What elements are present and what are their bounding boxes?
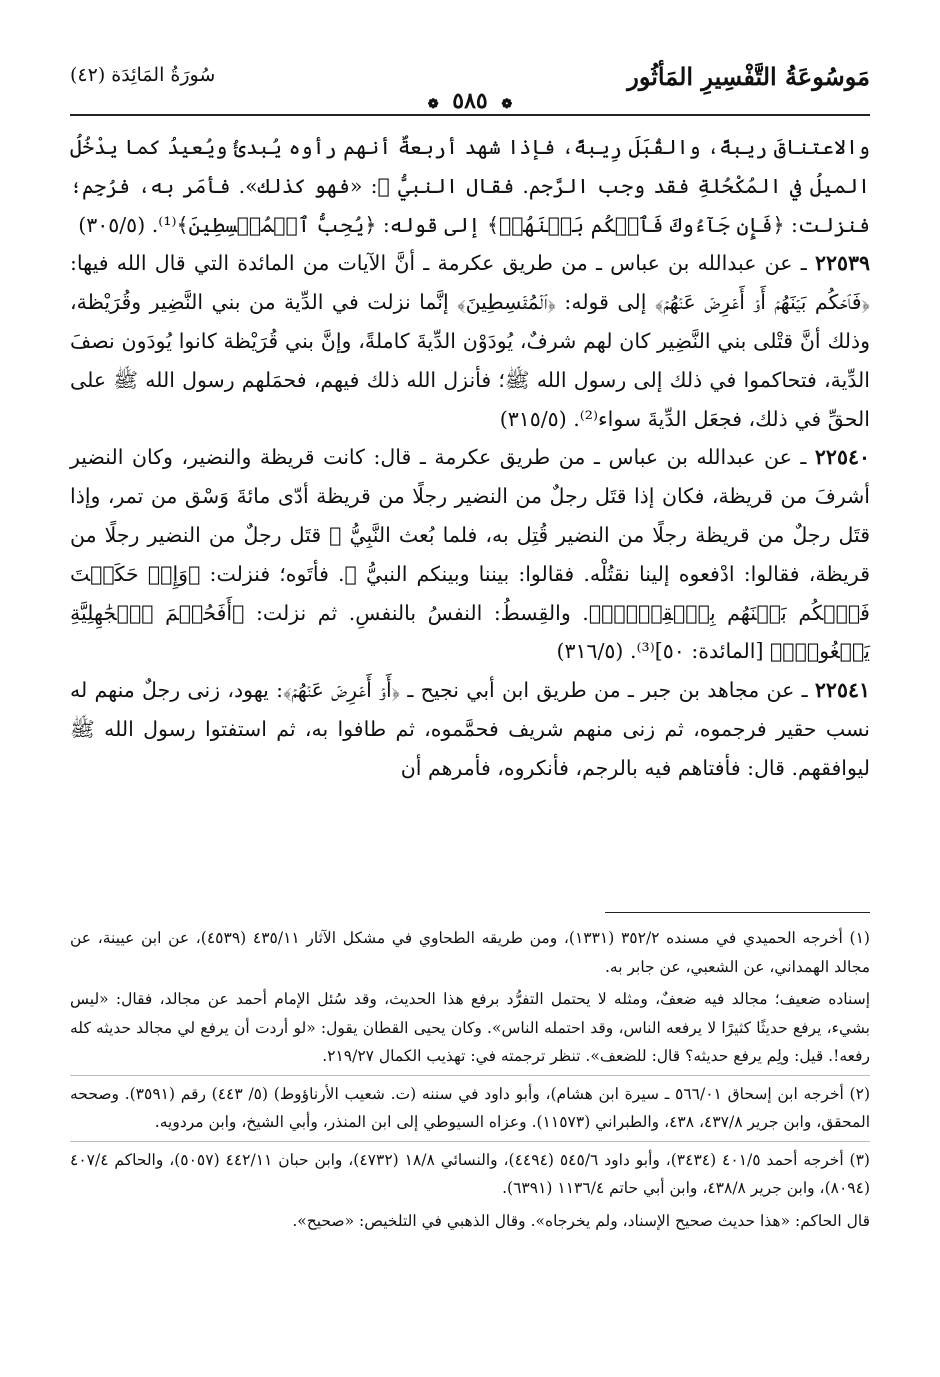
footnote: (١) أخرجه الحميدي في مسنده ٣٥٢/٢ (١٣٣١)، ومن طريقه الطحاوي في مشكل الآثار ٤٣٥/١١ (٤٥٣٩)، عن ابن عيينة، عن مجالد الهمداني، عن الشعبي، عن جابر به.: [70, 929, 870, 976]
entry-text: ـ عن عبدالله بن عباس ـ من طريق عكرمة ـ أنَّ الآيات من المائدة التي قال الله فيها: ﴿فَٱحۡكُم بَيۡنَهُمۡ أَوۡ أَعۡرِضۡ عَنۡهُمۡ﴾ إلى قوله: ﴿ٱلۡمُقۡسِطِينَ﴾ إنَّما نزلت في الدِّية من بني النَّضِير وقُرَيْظة، وذلك أنَّ قتْلى بني النَّضِير كان لهم شرفٌ، يُودَوْن الدِّيةَ كاملةً، وإنَّ بني قُرَيْظة كانوا يُودَون نصفَ الدِّية، فتحاكموا في ذلك إلى رسول الله ﷺ؛ فأنزل الله ذلك فيهم، فحمَلهم رسول الله ﷺ على الحقِّ في ذلك، فجعَل الدِّيةَ سواء⁽²⁾.: [70, 251, 870, 431]
entry-text: ـ عن عبدالله بن عباس ـ من طريق عكرمة ـ قال: كانت قريظة والنضير، وكان النضير أشرفَ من قريظة، فكان إذا قتَل رجلٌ من النضير رجلًا من قريظة أدّى مائةَ وَسْق من تمر، وإذا قتَل رجلٌ من قريظة رجلًا من النضير قُتِل به، فلما بُعث النَّبِيُّ ﷺ قتَل رجلٌ من النضير رجلًا من قريظة، فقالوا: ادْفعوه إلينا نقتُلْه. فقالوا: بيننا وبينكم النبيُّ ﷺ. فأتَوه؛ فنزلت: ﴿وَإِنۡ حَكَمۡتَ فَٱحۡكُم بَيۡنَهُم بِٱلۡقِسۡطِۚ﴾. والقِسطُ: النفسُ بالنفسِ. ثم نزلت: ﴿أَفَحُكۡمَ ٱلۡجَٰهِلِيَّةِ يَبۡغُونَۚ﴾ [المائدة: ٥٠]⁽³⁾.: [70, 445, 870, 664]
ornament-icon: ❁: [501, 97, 513, 112]
entry-text: والاعتناقَ ريبةً، والقُبَلَ رِيبةً، فإذا شهد أربعةٌ أنهم رأوه يُبدئُ ويُعيدُ كما يدْخُلُ الميلُ في المُكْحُلةِ فقد وجب الرَّجم. فقال النبيُّ ﷺ: «فهو كذلك». فأمَر به، فرُجِم؛ فنزلت: ﴿فَإِن جَآءُوكَ فَٱحۡكُم بَيۡنَهُمۡ﴾ إلى قوله: ﴿يُحِبُّ ٱلۡمُقۡسِطِينَ﴾⁽¹⁾.: [70, 135, 870, 237]
surah-title: سُورَةُ المَائِدَة (٤٢): [70, 64, 216, 86]
footnote-divider: [605, 912, 870, 913]
page-header: [70, 58, 870, 118]
main-text: [70, 128, 870, 788]
footnote: (٢) أخرجه ابن إسحاق ٥٦٦/٠١ ـ سيرة ابن هشام)، وأبو داود في سننه (ت. شعيب الأرناؤوط) (٥/ ٤٤٣) رقم (٣٥٩١). وصححه المحقق، وابن جرير ٤٣٧/٨، ٤٣٨، والطبراني (١١٥٧٣). وعزاه السيوطي إلى ابن المنذر، وأبي الشيخ، وابن مردويه.: [70, 1084, 870, 1131]
entry-text: ـ عن مجاهد بن جبر ـ من طريق ابن أبي نجيح ـ ﴿أَوۡ أَعۡرِضۡ عَنۡهُمۡ﴾: يهود، زنى رجلٌ منهم له نسب حقير فرجموه، ثم زنى منهم شريف فحمَّموه، ثم طافوا به، ثم استفتوا رسول الله ﷺ ليوافقهم. قال: فأفتاهم فيه بالرجم، فأنكروه، فأمرهم أن: [70, 678, 870, 780]
ornament-icon: ❁: [427, 97, 439, 112]
text-entry: [70, 671, 870, 787]
book-title: مَوسُوعَةُ التَّفْسِيرِ المَأثُور: [627, 62, 870, 91]
entry-number: ٢٢٥٣٩: [814, 251, 870, 276]
page-number: ٥٨٥: [452, 88, 488, 114]
text-entry: [70, 244, 870, 438]
volume-reference: (٣٠٥/٥): [78, 212, 146, 237]
footnote-separator: [70, 1141, 870, 1142]
footnote: إسناده ضعيف؛ مجالد فيه ضعفٌ، ومثله لا يحتمل التفرُّد برفع هذا الحديث، وقد سُئل الإمام أحمد عن مجالد، فقال: «ليس بشيء، يرفع حديثًا كثيرًا لا يرفعه الناس، وقد احتمله الناس». وكان يحيى القطان يقول: «لو أردت أن يرفع لي مجالد حديثه كله رفعه!. قيل: ولِم يرفع حديثه؟ قال: للضعف». تنظر ترجمته في: تهذيب الكمال ٢١٩/٢٧.: [70, 990, 871, 1065]
text-entry: [70, 438, 870, 671]
text-entry: [70, 128, 870, 244]
footnotes: [70, 924, 870, 1239]
header-divider: [70, 114, 870, 116]
entry-number: ٢٢٥٤١: [814, 678, 870, 703]
volume-reference: (٣١٦/٥): [556, 639, 624, 664]
entry-number: ٢٢٥٤٠: [814, 445, 870, 470]
footnote: قال الحاكم: «هذا حديث صحيح الإسناد، ولم يخرجاه». وقال الذهبي في التلخيص: «صحيح».: [292, 1211, 870, 1230]
volume-reference: (٣١٥/٥): [499, 406, 567, 431]
footnote: (٣) أخرجه أحمد ٤٠١/٥ (٣٤٣٤)، وأبو داود ٥٤٥/٦ (٤٤٩٤)، والنسائي ١٨/٨ (٤٧٣٢)، وابن حبان ٤٤٢/١١ (٥٠٥٧)، والحاكم ٤٠٧/٤ (٨٠٩٤)، وابن جرير ٤٣٨/٨، وابن أبي حاتم ١١٣٦/٤ (٦٣٩١).: [70, 1150, 870, 1197]
footnote-separator: [70, 1075, 870, 1076]
page-number-block: [70, 88, 870, 114]
